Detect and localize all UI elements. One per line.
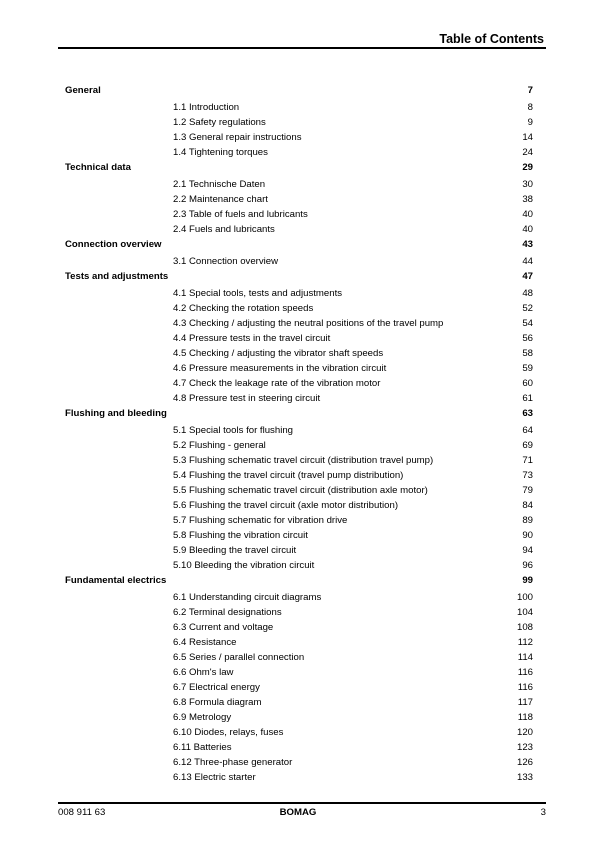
toc-entry-page: 8 — [527, 101, 533, 113]
toc-entry-title: 4.7 Check the leakage rate of the vibration motor — [173, 377, 381, 389]
toc-entry-title: 5.7 Flushing schematic for vibration drive — [173, 514, 348, 526]
toc-entry-page: 96 — [522, 559, 533, 571]
toc-section-row[interactable] — [0, 101, 596, 115]
toc-section-row[interactable] — [0, 591, 596, 605]
toc-section-row[interactable] — [0, 362, 596, 376]
toc-section-row[interactable] — [0, 146, 596, 160]
toc-entry-title: 6.10 Diodes, relays, fuses — [173, 726, 284, 738]
toc-entry-title: Flushing and bleeding — [65, 408, 167, 419]
toc-section-row[interactable] — [0, 424, 596, 438]
toc-entry-page: 116 — [517, 666, 533, 678]
toc-entry-title: 4.8 Pressure test in steering circuit — [173, 392, 321, 404]
toc-section-row[interactable] — [0, 223, 596, 237]
toc-entry-page: 38 — [522, 193, 533, 205]
toc-section-row[interactable] — [0, 544, 596, 558]
toc-entry-title: 5.2 Flushing - general — [173, 439, 266, 451]
toc-entry-page: 30 — [522, 178, 533, 190]
toc-section-row[interactable] — [0, 711, 596, 725]
toc-section-row[interactable] — [0, 208, 596, 222]
toc-entry-page: 89 — [522, 514, 533, 526]
toc-section-row[interactable] — [0, 621, 596, 635]
toc-entry-page: 14 — [522, 131, 533, 143]
toc-entry-title: 6.3 Current and voltage — [173, 621, 274, 633]
toc-entry-page: 40 — [522, 223, 533, 235]
toc-entry-page: 90 — [522, 529, 533, 541]
toc-entry-title: 6.2 Terminal designations — [173, 606, 282, 618]
toc-section-row[interactable] — [0, 529, 596, 543]
toc-entry-page: 29 — [522, 162, 533, 173]
toc-section-row[interactable] — [0, 771, 596, 785]
toc-entry-page: 133 — [516, 771, 533, 783]
toc-entry-title: 5.6 Flushing the travel circuit (axle motor distribution) — [173, 499, 399, 511]
toc-entry-page: 54 — [522, 317, 533, 329]
toc-section-row[interactable] — [0, 484, 596, 498]
toc-section-row[interactable] — [0, 347, 596, 361]
toc-entry-title: 4.3 Checking / adjusting the neutral positions of the travel pump — [173, 317, 444, 329]
toc-section-row[interactable] — [0, 499, 596, 513]
toc-chapter-row[interactable] — [0, 574, 596, 588]
toc-section-row[interactable] — [0, 116, 596, 130]
toc-section-row[interactable] — [0, 193, 596, 207]
toc-entry-title: 1.2 Safety regulations — [173, 116, 266, 128]
toc-section-row[interactable] — [0, 131, 596, 145]
toc-entry-page: 108 — [516, 621, 533, 633]
toc-entry-title: 1.3 General repair instructions — [173, 131, 302, 143]
footer-doc-number: 008 911 63 — [58, 807, 106, 818]
toc-section-row[interactable] — [0, 317, 596, 331]
toc-entry-title: 2.4 Fuels and lubricants — [173, 223, 275, 235]
toc-entry-page: 40 — [522, 208, 533, 220]
toc-entry-title: 6.4 Resistance — [173, 636, 237, 648]
toc-chapter-row[interactable] — [0, 161, 596, 175]
toc-entry-title: 4.1 Special tools, tests and adjustments — [173, 287, 343, 299]
toc-entry-title: 6.12 Three-phase generator — [173, 756, 293, 768]
toc-entry-title: 5.10 Bleeding the vibration circuit — [173, 559, 315, 571]
toc-entry-page: 123 — [516, 741, 533, 753]
toc-section-row[interactable] — [0, 726, 596, 740]
toc-entry-page: 114 — [517, 651, 533, 663]
toc-entry-page: 52 — [522, 302, 533, 314]
toc-entry-title: 6.9 Metrology — [173, 711, 232, 723]
toc-entry-page: 79 — [522, 484, 533, 496]
toc-section-row[interactable] — [0, 651, 596, 665]
toc-chapter-row[interactable] — [0, 238, 596, 252]
toc-entry-page: 56 — [522, 332, 533, 344]
toc-entry-page: 112 — [517, 636, 533, 648]
toc-entry-page: 118 — [517, 711, 533, 723]
toc-entry-title: 2.1 Technische Daten — [173, 178, 266, 190]
toc-entry-page: 120 — [516, 726, 533, 738]
toc-entry-title: Tests and adjustments — [65, 271, 169, 282]
toc-entry-title: 6.6 Ohm's law — [173, 666, 234, 678]
toc-section-row[interactable] — [0, 741, 596, 755]
toc-entry-page: 73 — [522, 469, 533, 481]
toc-entry-page: 126 — [516, 756, 533, 768]
toc-entry-title: Connection overview — [65, 239, 162, 250]
toc-section-row[interactable] — [0, 302, 596, 316]
toc-section-row[interactable] — [0, 287, 596, 301]
toc-entry-page: 9 — [527, 116, 533, 128]
footer-page-number: 3 — [540, 807, 546, 818]
toc-section-row[interactable] — [0, 514, 596, 528]
toc-entry-title: 4.4 Pressure tests in the travel circuit — [173, 332, 331, 344]
toc-entry-page: 58 — [522, 347, 533, 359]
toc-section-row[interactable] — [0, 178, 596, 192]
toc-section-row[interactable] — [0, 681, 596, 695]
toc-entry-title: Fundamental electrics — [65, 575, 167, 586]
toc-entry-page: 24 — [522, 146, 533, 158]
toc-chapter-row[interactable] — [0, 84, 596, 98]
toc-chapter-row[interactable] — [0, 270, 596, 284]
footer-brand: BOMAG — [279, 807, 317, 818]
toc-section-row[interactable] — [0, 666, 596, 680]
toc-entry-title: 5.3 Flushing schematic travel circuit (distribution travel pump) — [173, 454, 434, 466]
toc-entry-page: 7 — [527, 85, 533, 96]
header-rule — [58, 47, 546, 49]
toc-entry-title: 1.4 Tightening torques — [173, 146, 268, 158]
toc-entry-page: 60 — [522, 377, 533, 389]
toc-entry-page: 47 — [522, 271, 533, 282]
toc-entry-page: 71 — [522, 454, 533, 466]
toc-entry-page: 99 — [522, 575, 533, 586]
toc-section-row[interactable] — [0, 439, 596, 453]
toc-entry-title: 1.1 Introduction — [173, 101, 240, 113]
toc-entry-page: 61 — [522, 392, 533, 404]
toc-entry-page: 100 — [516, 591, 533, 603]
toc-entry-page: 117 — [517, 696, 533, 708]
toc-entry-title: 4.2 Checking the rotation speeds — [173, 302, 314, 314]
toc-entry-page: 94 — [522, 544, 533, 556]
toc-section-row[interactable] — [0, 756, 596, 770]
toc-entry-title: 2.2 Maintenance chart — [173, 193, 268, 205]
toc-entry-title: 6.5 Series / parallel connection — [173, 651, 305, 663]
toc-entry-title: 6.8 Formula diagram — [173, 696, 262, 708]
page-title: Table of Contents — [439, 32, 544, 46]
toc-chapter-row[interactable] — [0, 407, 596, 421]
toc-entry-title: 3.1 Connection overview — [173, 255, 279, 267]
toc-section-row[interactable] — [0, 377, 596, 391]
toc-entry-page: 48 — [522, 287, 533, 299]
toc-section-row[interactable] — [0, 696, 596, 710]
toc-entry-page: 116 — [517, 681, 533, 693]
toc-section-row[interactable] — [0, 392, 596, 406]
toc-entry-page: 63 — [522, 408, 533, 419]
toc-entry-title: 4.6 Pressure measurements in the vibration circuit — [173, 362, 387, 374]
toc-entry-title: 5.5 Flushing schematic travel circuit (distribution axle motor) — [173, 484, 428, 496]
footer-rule — [58, 802, 546, 804]
toc-section-row[interactable] — [0, 636, 596, 650]
toc-section-row[interactable] — [0, 332, 596, 346]
toc-section-row[interactable] — [0, 255, 596, 269]
toc-entry-title: 5.9 Bleeding the travel circuit — [173, 544, 297, 556]
toc-section-row[interactable] — [0, 559, 596, 573]
toc-entry-title: 6.13 Electric starter — [173, 771, 256, 783]
toc-entry-page: 84 — [522, 499, 533, 511]
toc-entry-title: 6.7 Electrical energy — [173, 681, 260, 693]
toc-entry-title: Technical data — [65, 162, 131, 173]
toc-entry-page: 59 — [522, 362, 533, 374]
toc-section-row[interactable] — [0, 454, 596, 468]
toc-entry-title: 5.4 Flushing the travel circuit (travel pump distribution) — [173, 469, 404, 481]
toc-entry-page: 43 — [522, 239, 533, 250]
toc-entry-title: 5.8 Flushing the vibration circuit — [173, 529, 308, 541]
toc-entry-title: 5.1 Special tools for flushing — [173, 424, 293, 436]
toc-section-row[interactable] — [0, 469, 596, 483]
toc-entry-page: 44 — [522, 255, 533, 267]
toc-entry-title: 6.11 Batteries — [173, 741, 232, 753]
toc-entry-page: 69 — [522, 439, 533, 451]
toc-entry-page: 64 — [522, 424, 533, 436]
toc-entry-title: 6.1 Understanding circuit diagrams — [173, 591, 322, 603]
toc-section-row[interactable] — [0, 606, 596, 620]
toc-entry-title: 4.5 Checking / adjusting the vibrator shaft speeds — [173, 347, 384, 359]
toc-entry-page: 104 — [516, 606, 533, 618]
toc-entry-title: General — [65, 85, 101, 96]
toc-entry-title: 2.3 Table of fuels and lubricants — [173, 208, 308, 220]
